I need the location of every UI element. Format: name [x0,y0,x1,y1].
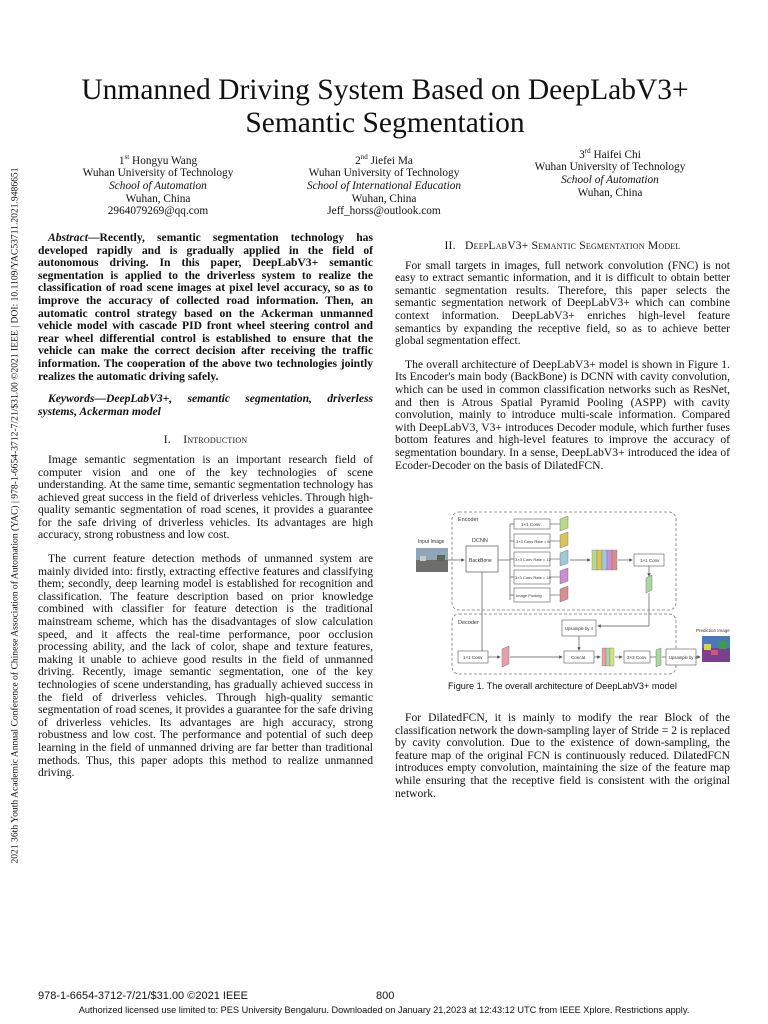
paper-title [40,74,730,140]
section-2-heading: II. DeepLabV3+ Semantic Segmentation Model [444,239,681,252]
encoder-label: Encoder [458,517,479,523]
aspp-rate12 [510,552,552,566]
backbone-label: BackBone [469,558,492,564]
svg-text:1×1 Conv: 1×1 Conv [521,522,541,527]
author-2-city: Wuhan, China [351,192,417,205]
author-3-city: Wuhan, China [577,186,643,199]
author-1-city: Wuhan, China [125,192,191,205]
left-column [38,232,373,780]
svg-text:Image Pooling: Image Pooling [516,593,542,598]
author-1-affiliation: Wuhan University of Technology [82,167,234,180]
dcnn-label: DCNN [472,538,488,544]
decoder-3x3-conv-label: 3×3 Conv [627,655,647,660]
aspp-rate6 [510,534,550,548]
decoder-1x1-conv-label: 1×1 Conv [463,655,483,660]
author-2-affiliation: Wuhan University of Technology [308,167,460,180]
footer-isbn: 978-1-6654-3712-7/21/$31.00 ©2021 IEEE [38,990,248,1002]
page-number: 800 [376,990,395,1002]
title-line-1: Unmanned Driving System Based on DeepLabV3+ [81,74,689,106]
author-2-email[interactable]: Jeff_horss@outlook.com [327,205,441,218]
title-line-2: Semantic Segmentation [245,107,525,139]
prediction-image-label: Prediction Image [696,628,730,633]
author-3-school: School of Automation [561,173,659,186]
concat-feature-stack [592,550,617,570]
svg-text:3×3 Conv Rate = 6: 3×3 Conv Rate = 6 [516,539,550,544]
author-1-school: School of Automation [109,179,207,192]
author-1-email[interactable]: 2964079269@qq.com [107,205,209,218]
decoder-feature-stack [602,648,614,666]
input-image-label: Input Image [418,539,445,545]
aspp-feature-maps [550,516,568,602]
figure-1-caption: Figure 1. The overall architecture of DeepLabV3+ model [448,681,677,691]
author-2-school: School of International Education [306,179,462,192]
prediction-image-thumbnail [702,636,730,662]
doi-sidebar: 2021 36th Youth Academic Annual Conference of Chinese Association of Automation (YAC) | 978-1-6654-3712-7/21/$31.00 ©2021 IEEE | DOI: 10.1109/YAC53711.2021.9486651 [9,167,21,864]
intro-paragraph-2: The current feature detection methods of unmanned system are mainly divided into: firstly, extracting effective features and classifying them; secondly, deep learning model is established for recognition and classification. The feature description based on prior knowledge combined with classifier for feature detection is the traditional mainstream scheme, which has the disadvantages of slow calculation speed, and it affects the real-time performance, poor occlusion processing ability, and the lack of color, shape and texture features, making it unable to achieve good results in the field of unmanned driving. Recently, image semantic segmentation, one of the key technologies of scene understanding, has gradually achieved success in the field of driverless vehicles. Through high-quality semantic segmentation of road scenes, it provides a guarantee for the safe driving of driverless vehicles. Its advantages are high accuracy, strong robustness and low cost. The performance and potential of such deep learning in the field of unmanned driving are far better than traditional methods. Thus, this paper adopts this method to realize unmanned driving. [38,552,373,780]
encoder-1x1-conv-label: 1×1 Conv [640,558,660,563]
section-1-heading: I. Introduction [163,433,248,447]
decoder-label: Decoder [458,620,479,626]
model-paragraph-1: For small targets in images, full network convolution (FNC) is not easy to extract semantic information, and it is difficult to obtain better semantic segmentation results. Therefore, this paper selects the semantic segmentation network of DeepLabV3+ which can combine context information. DeepLabV3+ enriches high-level feature semantics by expanding the receptive field, so as to achieve better global segmentation effect. [395,258,730,348]
author-3-affiliation: Wuhan University of Technology [534,161,686,174]
aspp-1x1 [510,519,550,529]
upsample-2-label: Upsample by 4 [669,655,697,660]
upsample-1-label: Upsample by 4 [565,626,593,631]
svg-text:3×3 Conv Rate = 12: 3×3 Conv Rate = 12 [515,557,551,562]
architecture-diagram [412,508,730,680]
author-3: 3rd Haifei Chi Wuhan University of Technology School of Automation Wuhan, China [490,145,730,199]
intro-paragraph-1: Image semantic segmentation is an important research field of computer vision and one of the key technologies of scene understanding. At the same time, semantic segmentation technology has achieved great success in the field of driverless vehicles. Through high-quality semantic segmentation of road scenes, it provides a guarantee for the safe driving of driverless vehicles. Its advantages are high accuracy, strong robustness and low cost. [38,452,373,542]
keywords: Keywords—DeepLabV3+, semantic segmentation, driverless systems, Ackerman model [38,392,373,418]
encoder-output-map [646,575,652,593]
abstract: Abstract—Recently, semantic segmentation technology has developed rapidly and is gradually applied in the field of autonomous driving. In this paper, DeepLabV3+ semantic segmentation is applied to the driverless system to realize the classification of road scene images at pixel level accuracy, so as to improve the accuracy of collected road information. Then, an automatic control strategy based on the Ackerman unmanned vehicle model with cascade PID front wheel steering control and rear wheel differential control is established to ensure that the vehicle can make the correct decision after receiving the traffic information. The cooperation of the above two technologies jointly realizes the automatic driving safely. [38,231,373,383]
author-2: 2nd Jiefei Ma Wuhan University of Technology School of International Education Wuhan, China Jeff_horss@outlook.com [264,151,504,218]
svg-text:3×3 Conv Rate = 18: 3×3 Conv Rate = 18 [515,575,551,580]
right-column-lower [395,712,730,800]
right-column [395,240,730,472]
aspp-rate18 [510,570,552,584]
author-1: 1st Hongyu Wang Wuhan University of Technology School of Automation Wuhan, China 2964079269@qq.com [38,151,278,218]
aspp-image-pooling [510,588,550,602]
figure-1 [412,508,730,680]
input-image-thumbnail [416,548,448,572]
model-paragraph-3: For DilatedFCN, it is mainly to modify the rear Block of the classification network the down-sampling layer of Stride = 2 is replaced by cavity convolution. Due to the existence of down-sampling, the feature map of the original FCN is continuously reduced. DilatedFCN introduces empty convolution, maintaining the size of the feature map while ensuring that the receptive field is consistent with the original network. [395,711,730,800]
decoder-output-map [656,648,661,667]
model-paragraph-2: The overall architecture of DeepLabV3+ model is shown in Figure 1. Its Encoder's main body (BackBone) is DCNN with cavity convolution, which can be used in common classification networks such as ResNet, and then is Atrous Spatial Pyramid Pooling (ASPP) with cavity convolution, mainly to introduce multi-scale information. Compared with DeepLabV3, V3+ introduces Decoder module, which further fuses bottom features and high-level features to improve the accuracy of segmentation boundary. In a sense, DeepLabV3+ introduced the idea of Ecoder-Decoder on the basis of DilatedFCN. [395,357,730,472]
license-notice: Authorized licensed use limited to: PES University Bengaluru. Downloaded on January 21,2023 at 12:43:12 UTC from IEEE Xplore. Restrictions apply. [78,1005,690,1015]
low-level-feature-map [502,646,509,667]
concat-label: Concat [571,655,586,660]
